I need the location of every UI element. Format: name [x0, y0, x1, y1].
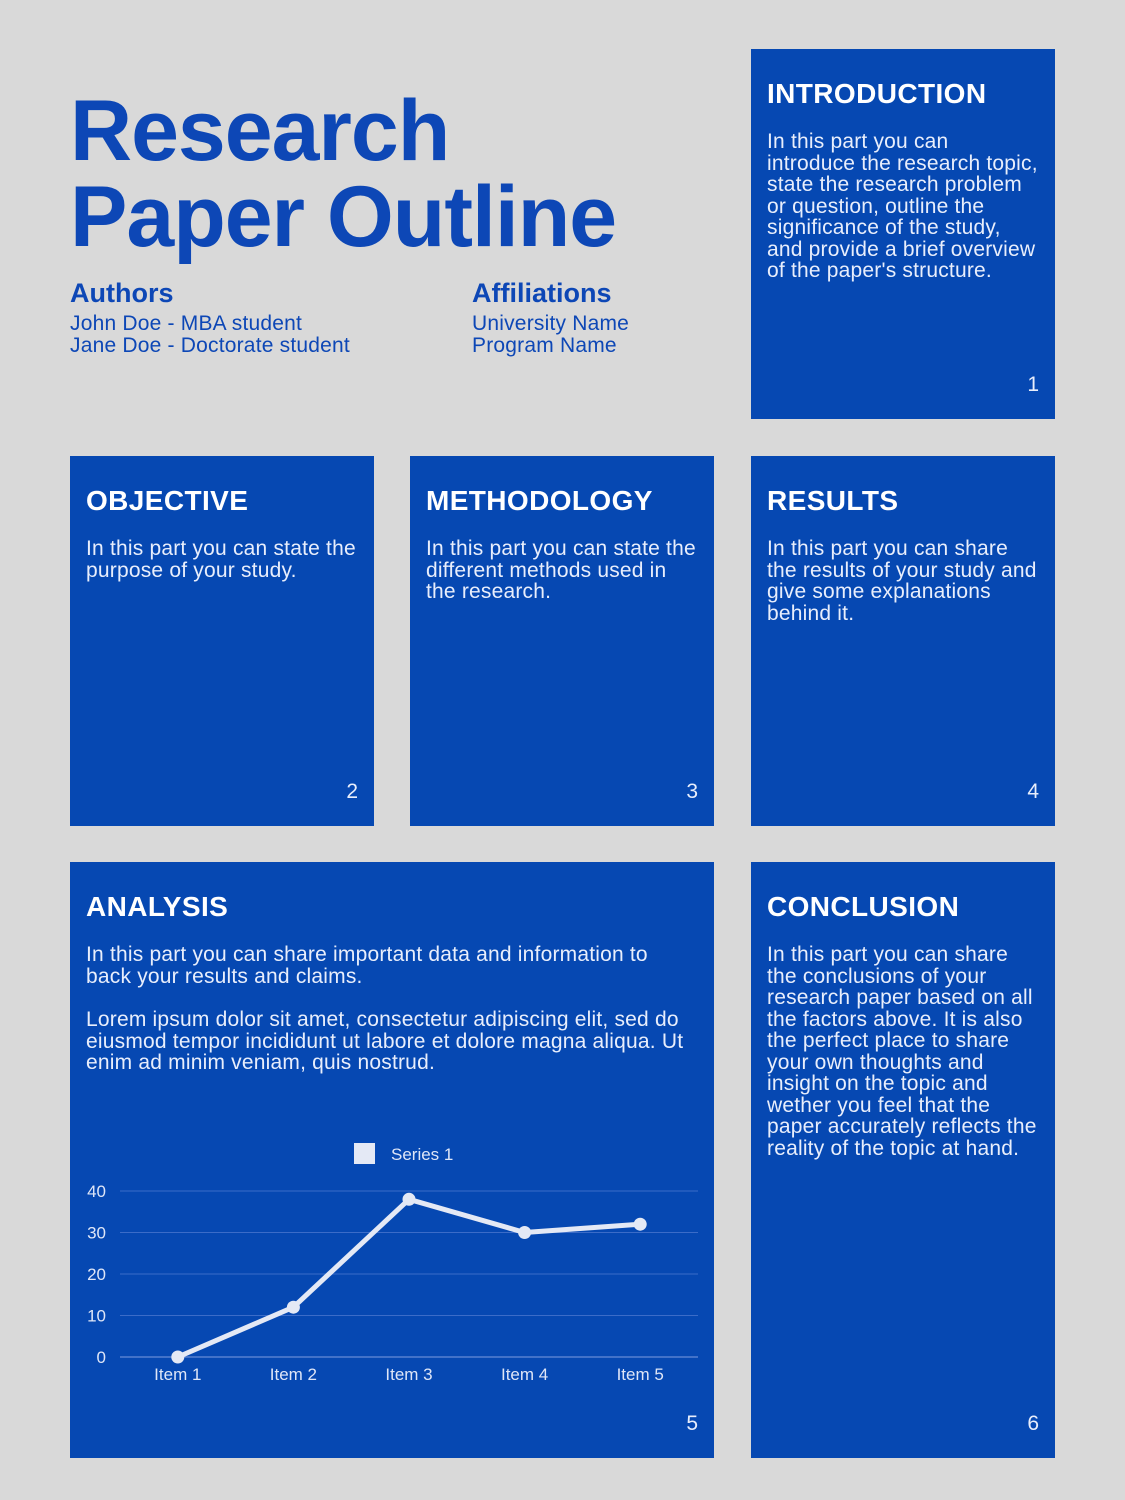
- line-chart-svg: [70, 1142, 713, 1412]
- analysis-body-2: Lorem ipsum dolor sit amet, consectetur adipiscing elit, sed do eiusmod tempor incididunt ut labore et dolore magna aliqua. Ut enim ad minim veniam, quis nostrud.: [86, 1008, 684, 1074]
- data-point: [634, 1218, 647, 1231]
- series-line: [178, 1199, 640, 1357]
- x-tick-label: Item 4: [500, 1365, 549, 1384]
- x-tick-label: Item 5: [616, 1365, 664, 1384]
- y-tick-label: 0: [96, 1348, 106, 1367]
- results-number: 4: [1027, 780, 1039, 803]
- data-point: [171, 1351, 184, 1364]
- objective-body: In this part you can state the purpose of your study.: [86, 537, 356, 582]
- y-tick-label: 20: [87, 1265, 106, 1284]
- data-point: [287, 1301, 300, 1314]
- objective-heading: OBJECTIVE: [86, 485, 249, 516]
- title-line-1: Research: [70, 83, 450, 179]
- line-chart: [70, 1142, 713, 1412]
- results-heading: RESULTS: [767, 485, 899, 516]
- objective-number: 2: [346, 780, 358, 803]
- x-tick-label: Item 2: [269, 1365, 318, 1384]
- analysis-body-1: In this part you can share important data and information to back your results and claims.: [86, 943, 648, 988]
- objective-card: [70, 456, 374, 826]
- introduction-number: 1: [1027, 373, 1039, 396]
- authors-block: [70, 278, 350, 357]
- legend-swatch: [354, 1143, 375, 1164]
- y-tick-label: 40: [87, 1182, 106, 1201]
- methodology-body: In this part you can state the different methods used in the research.: [426, 537, 696, 603]
- methodology-heading: METHODOLOGY: [426, 485, 653, 516]
- methodology-card: [410, 456, 714, 826]
- data-point: [403, 1193, 416, 1206]
- methodology-number: 3: [686, 780, 698, 803]
- x-tick-label: Item 3: [385, 1365, 433, 1384]
- introduction-body: In this part you can introduce the research topic, state the research problem or question, outline the significance of the study, and provide a brief overview of the paper's structure.: [767, 130, 1038, 282]
- analysis-number: 5: [686, 1412, 698, 1435]
- results-body: In this part you can share the results of your study and give some explanations behind it.: [767, 537, 1037, 625]
- author-line: John Doe - MBA student: [70, 312, 303, 335]
- title-line-2: Paper Outline: [70, 169, 617, 265]
- x-tick-label: Item 1: [154, 1365, 202, 1384]
- page-title: [70, 83, 617, 265]
- authors-heading: Authors: [70, 278, 174, 308]
- conclusion-heading: CONCLUSION: [767, 891, 960, 922]
- analysis-card: [70, 862, 714, 1458]
- affiliations-heading: Affiliations: [472, 278, 612, 308]
- analysis-heading: ANALYSIS: [86, 891, 229, 922]
- affiliation-line: Program Name: [472, 334, 617, 357]
- y-tick-label: 30: [87, 1223, 106, 1243]
- y-tick-label: 10: [87, 1306, 106, 1326]
- author-line: Jane Doe - Doctorate student: [70, 334, 350, 357]
- conclusion-body: In this part you can share the conclusions of your research paper based on all the factors above. It is also the perfect place to share your own thoughts and insight on the topic and wether you feel that the paper accurately reflects the reality of the topic at hand.: [767, 943, 1037, 1160]
- conclusion-number: 6: [1027, 1412, 1039, 1435]
- introduction-card: [751, 49, 1055, 419]
- results-card: [751, 456, 1055, 826]
- affiliation-line: University Name: [472, 312, 630, 335]
- data-point: [518, 1226, 531, 1239]
- legend-label: Series 1: [391, 1145, 454, 1164]
- introduction-heading: INTRODUCTION: [767, 78, 987, 109]
- conclusion-card: [751, 862, 1055, 1458]
- affiliations-block: [472, 278, 629, 357]
